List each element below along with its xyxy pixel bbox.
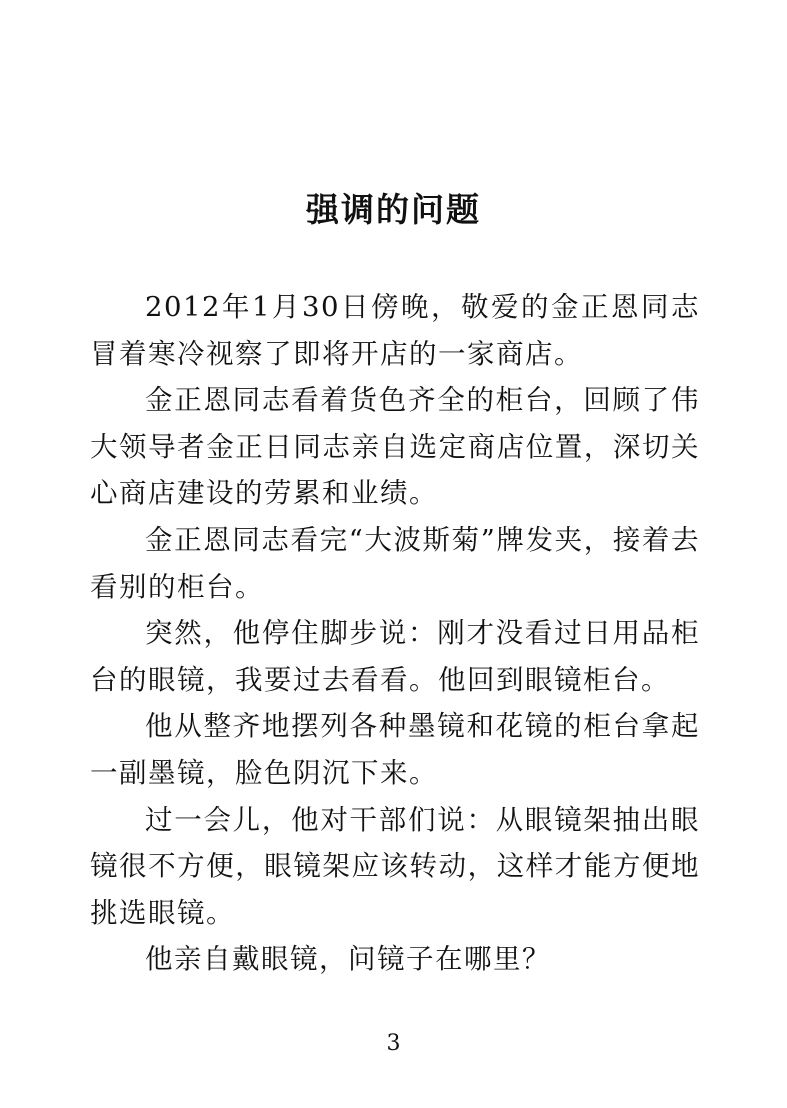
paragraph-2: 金正恩同志看着货色齐全的柜台，回顾了伟大领导者金正日同志亲自选定商店位置，深切关心商店建设的劳累和业绩。: [90, 384, 700, 510]
paragraph-4: 突然，他停住脚步说：刚才没看过日用品柜台的眼镜，我要过去看看。他回到眼镜柜台。: [90, 617, 700, 696]
paragraph-7: 他亲自戴眼镜，问镜子在哪里？: [145, 943, 551, 976]
page-number: 3: [386, 1031, 401, 1056]
body-text: [90, 284, 700, 983]
paragraph-1: 2012年1月30日傍晚，敬爱的金正恩同志冒着寒冷视察了即将开店的一家商店。: [90, 291, 700, 370]
page-title: 强调的问题: [306, 190, 481, 229]
paragraph-6: 过一会儿，他对干部们说：从眼镜架抽出眼镜很不方便，眼镜架应该转动，这样才能方便地挑选眼镜。: [90, 803, 700, 929]
paragraph-5: 他从整齐地摆列各种墨镜和花镜的柜台拿起一副墨镜，脸色阴沉下来。: [90, 710, 700, 789]
paragraph-3: 金正恩同志看完“大波斯菊”牌发夹，接着去看别的柜台。: [90, 523, 700, 603]
